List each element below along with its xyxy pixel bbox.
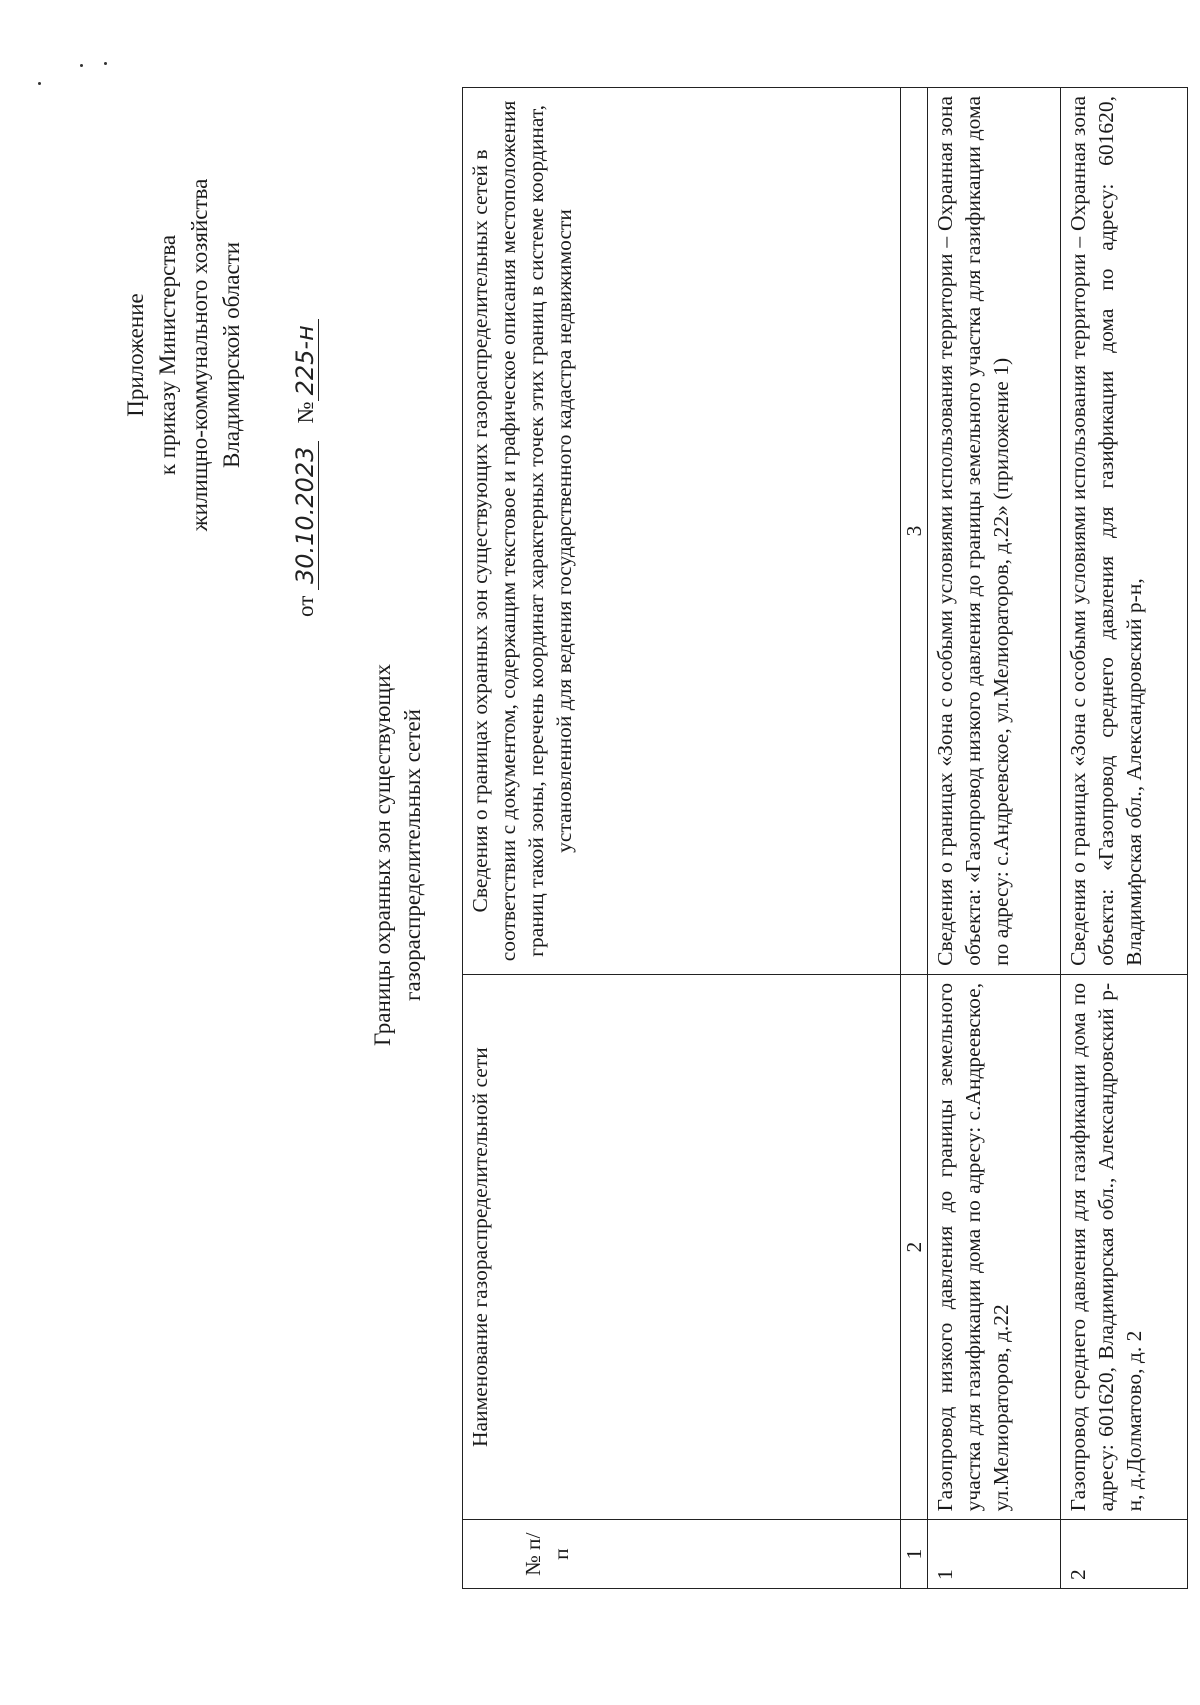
title-line: газораспределительных сетей (400, 709, 425, 1001)
table-row (928, 88, 1061, 1589)
row-number: 1 (928, 1520, 1061, 1589)
header-num: № п/п (463, 1520, 901, 1589)
scan-speck (80, 64, 83, 67)
document-title (368, 405, 428, 1305)
appendix-line: Владимирской области (219, 241, 244, 469)
scan-speck (38, 82, 41, 85)
column-number: 3 (901, 88, 928, 975)
column-number-row (901, 88, 928, 1589)
column-number: 2 (901, 974, 928, 1519)
header-info: Сведения о границах охранных зон существующих газораспределительных сетей в соответствии с документом, содержащим текстовое и графическое описания местоположения границ такой зоны, перечень координат характерных точек этих границ в системе координат, установленной для ведения государственного кадастра недвижимости (463, 88, 901, 975)
order-date: 30.10.2023 (292, 441, 319, 590)
zone-info: Сведения о границах «Зона с особыми условиями использования территории – Охранная зона объекта: «Газопровод низкого давления до границы земельного участка для газификации дома по адресу: с.Андреевское, ул.Мелиораторов, д.22» (приложение 1) (928, 88, 1061, 975)
header-name: Наименование газораспределительной сети (463, 974, 901, 1519)
gas-zones-table (462, 87, 1188, 1589)
zone-info: Сведения о границах «Зона с особыми условиями использования территории – Охранная зона объекта: «Газопровод среднего давления для газификации дома по адресу: 601620, Владимирская обл., Александровский р-н, (1061, 88, 1188, 975)
order-number: 225-н (292, 319, 319, 401)
scan-speck (104, 62, 107, 65)
appendix-line: жилищно-коммунального хозяйства (187, 178, 212, 532)
column-number: 1 (901, 1520, 928, 1589)
number-prefix: № (293, 401, 318, 424)
title-line: Границы охранных зон существующих (370, 663, 395, 1047)
appendix-line: Приложение (123, 293, 148, 417)
appendix-header (120, 95, 248, 615)
network-name: Газопровод низкого давления до границы земельного участка для газификации дома по адресу: с.Андреевское, ул.Мелиораторов, д.22 (928, 974, 1061, 1519)
table-row (1061, 88, 1188, 1589)
network-name: Газопровод среднего давления для газификации дома по адресу: 601620, Владимирская обл., Александровский р-н, д.Долматово, д. 2 (1061, 974, 1188, 1519)
appendix-line: к приказу Министерства (155, 234, 180, 476)
row-number: 2 (1061, 1520, 1188, 1589)
order-date-line (292, 319, 319, 617)
table-header-row (463, 88, 901, 1589)
date-prefix: от (293, 595, 318, 617)
